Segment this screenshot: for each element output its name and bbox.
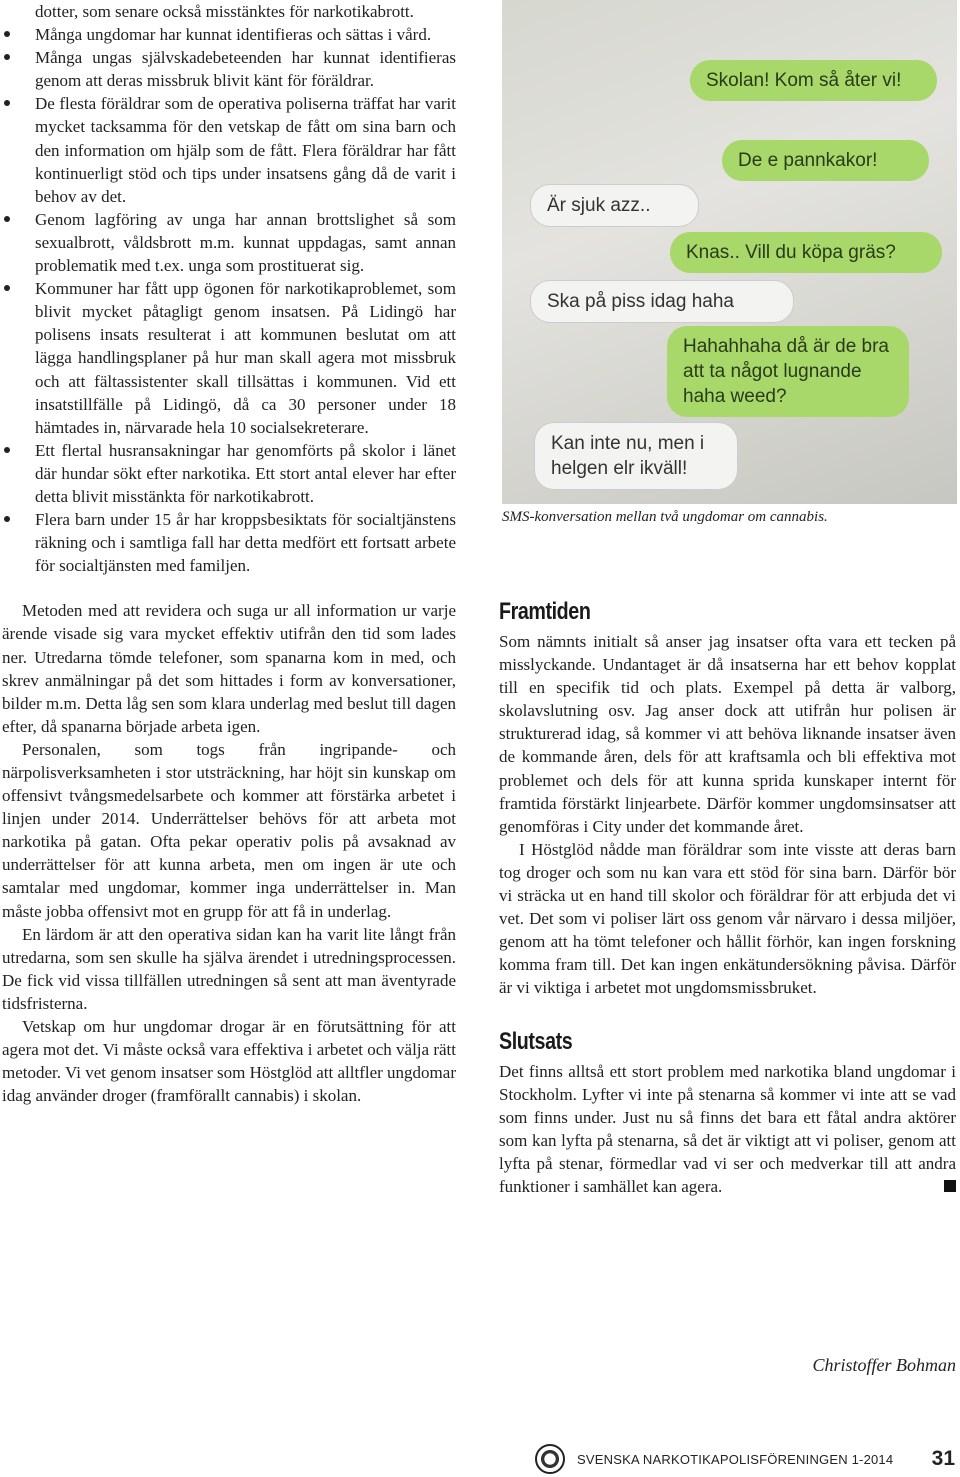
sms-bubble-received: De e pannkakor! (722, 140, 929, 181)
bullet-continuation: dotter, som senare också misstänktes för narkotikabrott. (35, 2, 414, 21)
section-body (499, 1060, 956, 1199)
section-body (499, 630, 956, 1000)
section-heading-framtiden: Framtiden (499, 598, 591, 625)
page-footer (535, 1444, 955, 1474)
sms-bubble-sent: Är sjuk azz.. (530, 184, 699, 227)
bullet-item: De flesta föräldrar som de operativa poliserna träffat har varit mycket tacksamma för den vetskap de fått om sina barn och den information om hjälp som de fått. Flera föräldrar har fått kontinuerligt stöd och tips under insatsens gång då de varit i behov av det. (2, 92, 456, 207)
right-column (499, 598, 956, 1198)
body-text (2, 599, 456, 1107)
publication-name: SVENSKA NARKOTIKAPOLISFÖRENINGEN 1-2014 (577, 1451, 894, 1467)
association-logo-icon (535, 1444, 565, 1474)
section-heading-slutsats: Slutsats (499, 1027, 573, 1055)
sms-bubble-received: Skolan! Kom så åter vi! (690, 60, 937, 101)
bullet-item: Flera barn under 15 år har kroppsbesiktats för socialtjänstens räkning och i samtliga fall har detta medfört ett fortsatt arbete för socialtjänsten med familjen. (2, 508, 456, 577)
sms-bubble-received: Knas.. Vill du köpa gräs? (670, 232, 942, 273)
bullet-item: Kommuner har fått upp ögonen för narkotikaproblemet, som blivit mycket påtagligt genom insatsen. På Lidingö har polisens insats resulterat i att kommunen beslutat om att lägga handlingsplaner på hur man skall agera mot missbruk och att fältassistenter skall tillsättas i kommunen. Vid ett insatstillfälle på Lidingö, då ca 30 personer under 18 hämtades in, närvarade hela 10 socialsekreterare. (2, 277, 456, 439)
paragraph (499, 1060, 956, 1199)
sms-bubble-sent: Kan inte nu, men i helgen elr ikväll! (534, 422, 738, 490)
end-mark (944, 1180, 956, 1192)
bullet-item: Många ungas självskadebeteenden har kunnat identifieras genom att deras missbruk blivit känt för föräldrar. (2, 46, 456, 92)
sms-bubble-received: Hahahhaha då är de bra att ta något lugnande haha weed? (667, 326, 909, 417)
page-number: 31 (931, 1447, 955, 1470)
paragraph: Personalen, som togs från ingripande- och närpolisverksamheten i stor utsträckning, har höjt sin kunskap om offensivt tvångsmedelsarbete och kommer att förstärka arbetet i linjen under 2014. Underrättelser behövs för att arbeta mot narkotika på gatan. Ofta pekar operativ polis på avsaknad av underrättelser för att kunna arbeta, men om ingen är ute och samtalar med ungdomar, kommer inga underrättelser in. Man måste jobba offensivt mot en grupp för att få in underlag. (2, 739, 456, 921)
bullet-item: Ett flertal husransakningar har genomförts på skolor i länet där hundar sökt efter narkotika. Ett stort antal elever har efter detta blivit misstänkta för narkotikabrott. (2, 439, 456, 508)
author-signature: Christoffer Bohman (812, 1355, 956, 1375)
paragraph: Metoden med att revidera och suga ur all information ur varje ärende visade sig vara mycket effektiv utifrån den tid som lades ner. Utredarna tömde telefoner, som spanarna kom in med, och skrev anmälningar på det som hittades i form av konversationer, bilder m.m. Detta låg sen som klara underlag med beslut till dagen efter, då spanarna började arbeta igen. (2, 601, 456, 736)
paragraph: En lärdom är att den operativa sidan kan ha varit lite långt från utredarna, som sen skulle ha själva ärendet i utredningsprocessen. De fick vid vissa tillfällen utredningen så sent att man äventyrade tidsfristerna. (2, 924, 456, 1013)
paragraph: Vetskap om hur ungdomar drogar är en förutsättning för att agera mot det. Vi måste också vara effektiva i arbetet och välja rätt metoder. Vi vet genom insatser som Höstglöd att alltfler ungdomar idag använder droger (framförallt cannabis) i skolan. (2, 1017, 456, 1106)
sms-bubble-sent: Ska på piss idag haha (530, 280, 794, 323)
paragraph-text: Det finns alltså ett stort problem med narkotika bland ungdomar i Stockholm. Lyfter vi inte på stenarna så kommer vi inte att se vad som finns under. Just nu så finns det bara ett fåtal andra aktörer som kan lyfta på stenarna, så det är viktigt att vi poliser, genom att lyfta på stenar, förmedlar vad vi ser och medverkar till att andra funktioner i samhället kan agera. (499, 1061, 956, 1196)
sms-photo (502, 0, 957, 504)
paragraph: Som nämnts initialt så anser jag insatser ofta vara ett tecken på misslyckande. Undantaget är då insatserna har ett behov kopplat till en specifik tid och plats. Exempel på detta är valborg, skolavslutning osv. Jag anser dock att utifrån hur polisen är strukturerad idag, så kommer vi att behöva liknande insatser även de kommande åren, dels för att kraftsamla och bli effektiva mot problemet och dels för att kunna sprida kunskaper internt för framtida förstärkt linjearbete. Därför kommer ungdomsinsatser att genomföras i City under det kommande året. (499, 632, 956, 836)
bullet-list (2, 0, 456, 577)
bullet-item: Många ungdomar har kunnat identifieras och sättas i vård. (2, 23, 456, 46)
left-column (2, 0, 456, 1107)
bullet-item: Genom lagföring av unga har annan brottslighet så som sexualbrott, våldsbrott m.m. kunnat uppdagas, samt annan problematik med t.ex. unga som prostituerat sig. (2, 208, 456, 277)
paragraph: I Höstglöd nådde man föräldrar som inte visste att deras barn tog droger och som nu kan vara ett stöd för sina barn. Därför bör vi sträcka ut en hand till skolor och föräldrar för att erbjuda det vi vet. Det som vi poliser lärt oss genom vår närvaro i dessa miljöer, genom att ha tömt telefoner och hållit förhör, kan ingen forskning komma fram till. Det kan ingen enkätundersökning påvisa. Därför är vi viktiga i arbetet mot ungdomsmissbruket. (499, 839, 956, 998)
photo-caption: SMS-konversation mellan två ungdomar om cannabis. (502, 509, 828, 525)
